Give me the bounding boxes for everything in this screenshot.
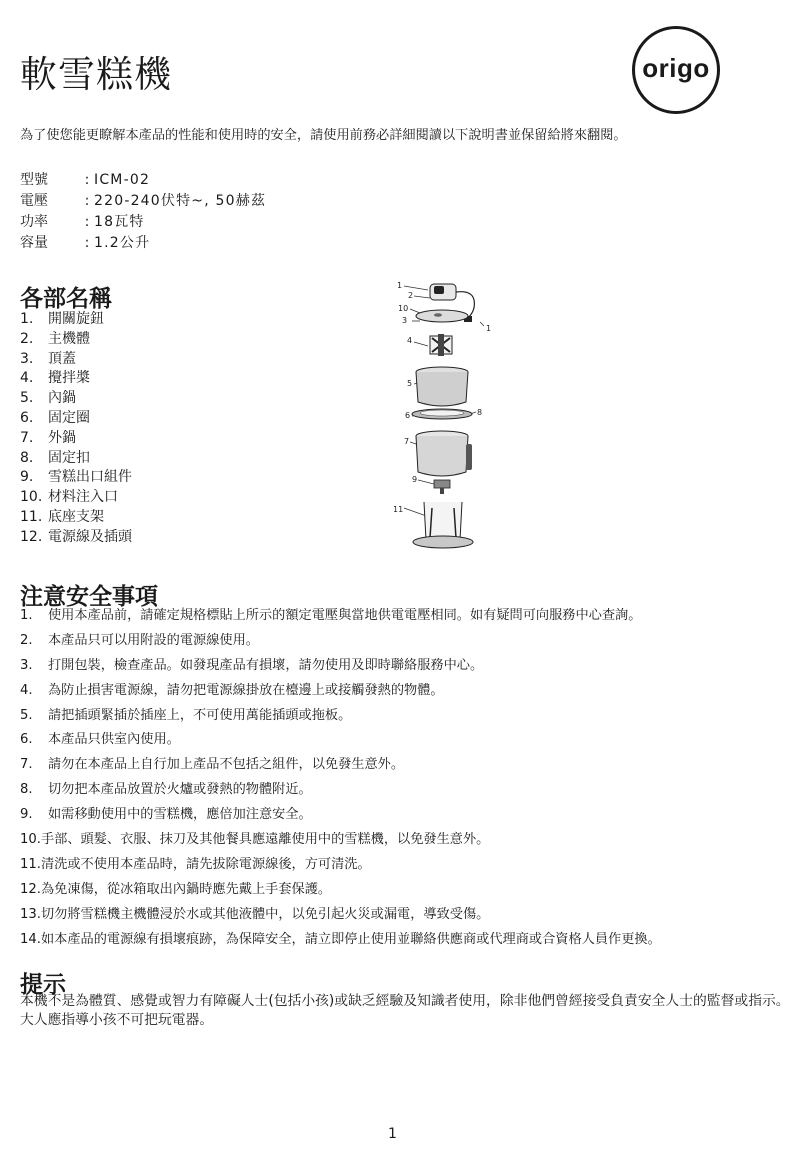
item-text: 請把插頭緊插於插座上，不可使用萬能插頭或拖板。	[48, 707, 352, 723]
diagram-label: 7	[404, 437, 410, 446]
item-number: 13.	[20, 906, 41, 922]
item-number: 10.	[20, 832, 41, 848]
spec-value: 1.2公升	[94, 235, 151, 251]
item-text: 攪拌槳	[48, 370, 90, 387]
spec-value: ICM-02	[94, 172, 151, 188]
item-text: 打開包裝，檢查產品。如發現產品有損壞，請勿使用及即時聯絡服務中心。	[48, 657, 484, 673]
list-item	[20, 903, 661, 928]
spec-label: 功率	[20, 214, 48, 230]
item-number: 14.	[20, 931, 41, 947]
spec-table	[20, 170, 266, 254]
list-item	[20, 429, 132, 449]
outer-bowl-part	[416, 431, 472, 476]
tip-paragraph: 本機不是為體質、感覺或智力有障礙人士(包括小孩)或缺乏經驗及知識者使用，除非他們曾經接受負責安全人士的監督或指示。	[20, 993, 790, 1009]
item-number: 4.	[20, 370, 34, 387]
list-item	[20, 528, 132, 548]
spec-value: 18瓦特	[94, 214, 145, 230]
leader-line	[410, 309, 420, 313]
leader-line	[404, 286, 428, 290]
item-text: 外鍋	[48, 429, 76, 446]
list-item	[20, 778, 661, 803]
item-number: 8.	[20, 449, 34, 466]
outlet-part	[434, 480, 450, 494]
spec-separator: :	[84, 172, 90, 188]
leader-line	[480, 322, 484, 326]
item-number: 11.	[20, 508, 43, 525]
item-text: 使用本產品前，請確定規格標貼上所示的額定電壓與當地供電電壓相同。如有疑問可向服務中心查詢。	[48, 608, 642, 623]
parts-list	[20, 310, 132, 548]
list-item	[20, 389, 132, 409]
list-item	[20, 654, 661, 679]
spec-row-capacity	[20, 233, 266, 254]
list-item	[20, 803, 661, 828]
item-number: 12.	[20, 528, 43, 545]
item-text: 為防止損害電源線，請勿把電源線掛放在檯邊上或接觸發熱的物體。	[48, 682, 444, 698]
intro-text: 為了使您能更瞭解本產品的性能和使用時的安全，請使用前務必詳細閱讀以下說明書並保留給將來翻閱。	[20, 128, 627, 143]
spec-separator: :	[84, 214, 90, 230]
list-item	[20, 409, 132, 429]
spec-label: 電壓	[20, 193, 48, 209]
spec-value: 220-240伏特~, 50赫茲	[94, 193, 267, 209]
spec-row-model	[20, 170, 266, 191]
inner-bowl-part	[416, 367, 468, 406]
list-item	[20, 878, 661, 903]
spec-row-voltage	[20, 191, 266, 212]
leader-line	[414, 342, 428, 346]
item-number: 1.	[20, 311, 34, 327]
list-item	[20, 350, 132, 370]
item-text: 頂蓋	[48, 350, 76, 367]
item-number: 5.	[20, 707, 33, 723]
diagram-label: 1	[486, 324, 492, 333]
spec-separator: :	[84, 235, 90, 251]
safety-heading: 注意安全事項	[20, 584, 158, 610]
brand-name: origo	[642, 52, 710, 83]
item-number: 9.	[20, 807, 33, 823]
item-text: 底座支架	[48, 508, 104, 525]
diagram-label: 8	[477, 408, 483, 417]
list-item	[20, 488, 132, 508]
diagram-label: 1	[397, 281, 403, 290]
list-item	[20, 330, 132, 350]
item-number: 5.	[20, 390, 34, 407]
fixing-ring-part	[412, 409, 472, 419]
item-number: 4.	[20, 682, 33, 698]
item-text: 電源線及插頭	[48, 528, 132, 545]
item-number: 3.	[20, 657, 33, 673]
lid-part	[416, 310, 468, 322]
item-text: 材料注入口	[48, 489, 118, 506]
paddle-part	[430, 334, 452, 356]
tip-paragraph: 大人應指導小孩不可把玩電器。	[20, 1012, 214, 1028]
list-item	[20, 853, 661, 878]
item-number: 6.	[20, 732, 33, 748]
list-item	[20, 728, 661, 753]
item-number: 2.	[20, 632, 33, 648]
list-item	[20, 679, 661, 704]
item-text: 固定圈	[48, 409, 90, 426]
list-item	[20, 310, 132, 330]
list-item	[20, 753, 661, 778]
list-item	[20, 704, 661, 729]
tips-heading: 提示	[20, 972, 66, 998]
diagram-label: 9	[412, 475, 418, 484]
diagram-label: 11	[393, 505, 404, 514]
item-number: 1.	[20, 608, 33, 623]
list-item	[20, 629, 661, 654]
item-text: 本產品只可以用附設的電源線使用。	[48, 632, 259, 648]
item-number: 3.	[20, 350, 34, 367]
diagram-label: 6	[405, 411, 411, 420]
list-item	[20, 604, 661, 629]
item-text: 內鍋	[48, 390, 76, 407]
item-text: 雪糕出口組件	[48, 469, 132, 486]
item-text: 本產品只供室內使用。	[48, 732, 180, 748]
item-number: 8.	[20, 782, 33, 798]
diagram-label: 2	[408, 291, 414, 300]
item-text: 切勿將雪糕機主機體浸於水或其他液體中，以免引起火災或漏電，導致受傷。	[40, 906, 490, 922]
spec-separator: :	[84, 193, 90, 209]
diagram-label: 4	[407, 336, 413, 345]
item-number: 10.	[20, 489, 43, 506]
list-item	[20, 369, 132, 389]
list-item	[20, 508, 132, 528]
tips-body	[20, 992, 800, 1030]
item-text: 如本產品的電源線有損壞痕跡，為保障安全，請立即停止使用並聯絡供應商或代理商或合資格人員作更換。	[40, 931, 661, 947]
item-text: 手部、頭髮、衣服、抹刀及其他餐具應遠離使用中的雪糕機，以免發生意外。	[40, 832, 490, 848]
parts-heading: 各部名稱	[20, 286, 112, 312]
diagram-label: 5	[407, 379, 413, 388]
origo-logo	[632, 26, 720, 114]
diagram-label: 3	[402, 316, 408, 325]
item-number: 9.	[20, 469, 34, 486]
diagram-label: 10	[398, 304, 409, 313]
item-text: 主機體	[48, 330, 90, 347]
item-text: 請勿在本產品上自行加上產品不包括之組件，以免發生意外。	[48, 757, 405, 773]
item-number: 6.	[20, 409, 34, 426]
base-stand-part	[413, 502, 473, 548]
item-text: 固定扣	[48, 449, 90, 466]
safety-list	[20, 604, 661, 952]
item-number: 7.	[20, 757, 33, 773]
item-number: 7.	[20, 429, 34, 446]
exploded-parts-diagram	[380, 276, 500, 556]
item-text: 切勿把本產品放置於火爐或發熱的物體附近。	[48, 782, 312, 798]
item-text: 如需移動使用中的雪糕機，應倍加注意安全。	[48, 807, 312, 823]
spec-row-power	[20, 212, 266, 233]
item-number: 11.	[20, 856, 41, 872]
leader-line	[418, 480, 434, 484]
item-text: 開關旋鈕	[48, 311, 104, 327]
list-item	[20, 449, 132, 469]
list-item	[20, 828, 661, 853]
spec-label: 型號	[20, 172, 48, 188]
page-number: 1	[388, 1126, 397, 1142]
page-title: 軟雪糕機	[20, 53, 172, 96]
item-number: 12.	[20, 881, 41, 897]
leader-line	[414, 296, 430, 298]
item-text: 為免凍傷，從冰箱取出內鍋時應先戴上手套保護。	[40, 881, 332, 897]
item-number: 2.	[20, 330, 34, 347]
list-item	[20, 928, 661, 953]
item-text: 清洗或不使用本產品時，請先拔除電源線後，方可清洗。	[40, 856, 371, 872]
spec-label: 容量	[20, 235, 48, 251]
list-item	[20, 468, 132, 488]
